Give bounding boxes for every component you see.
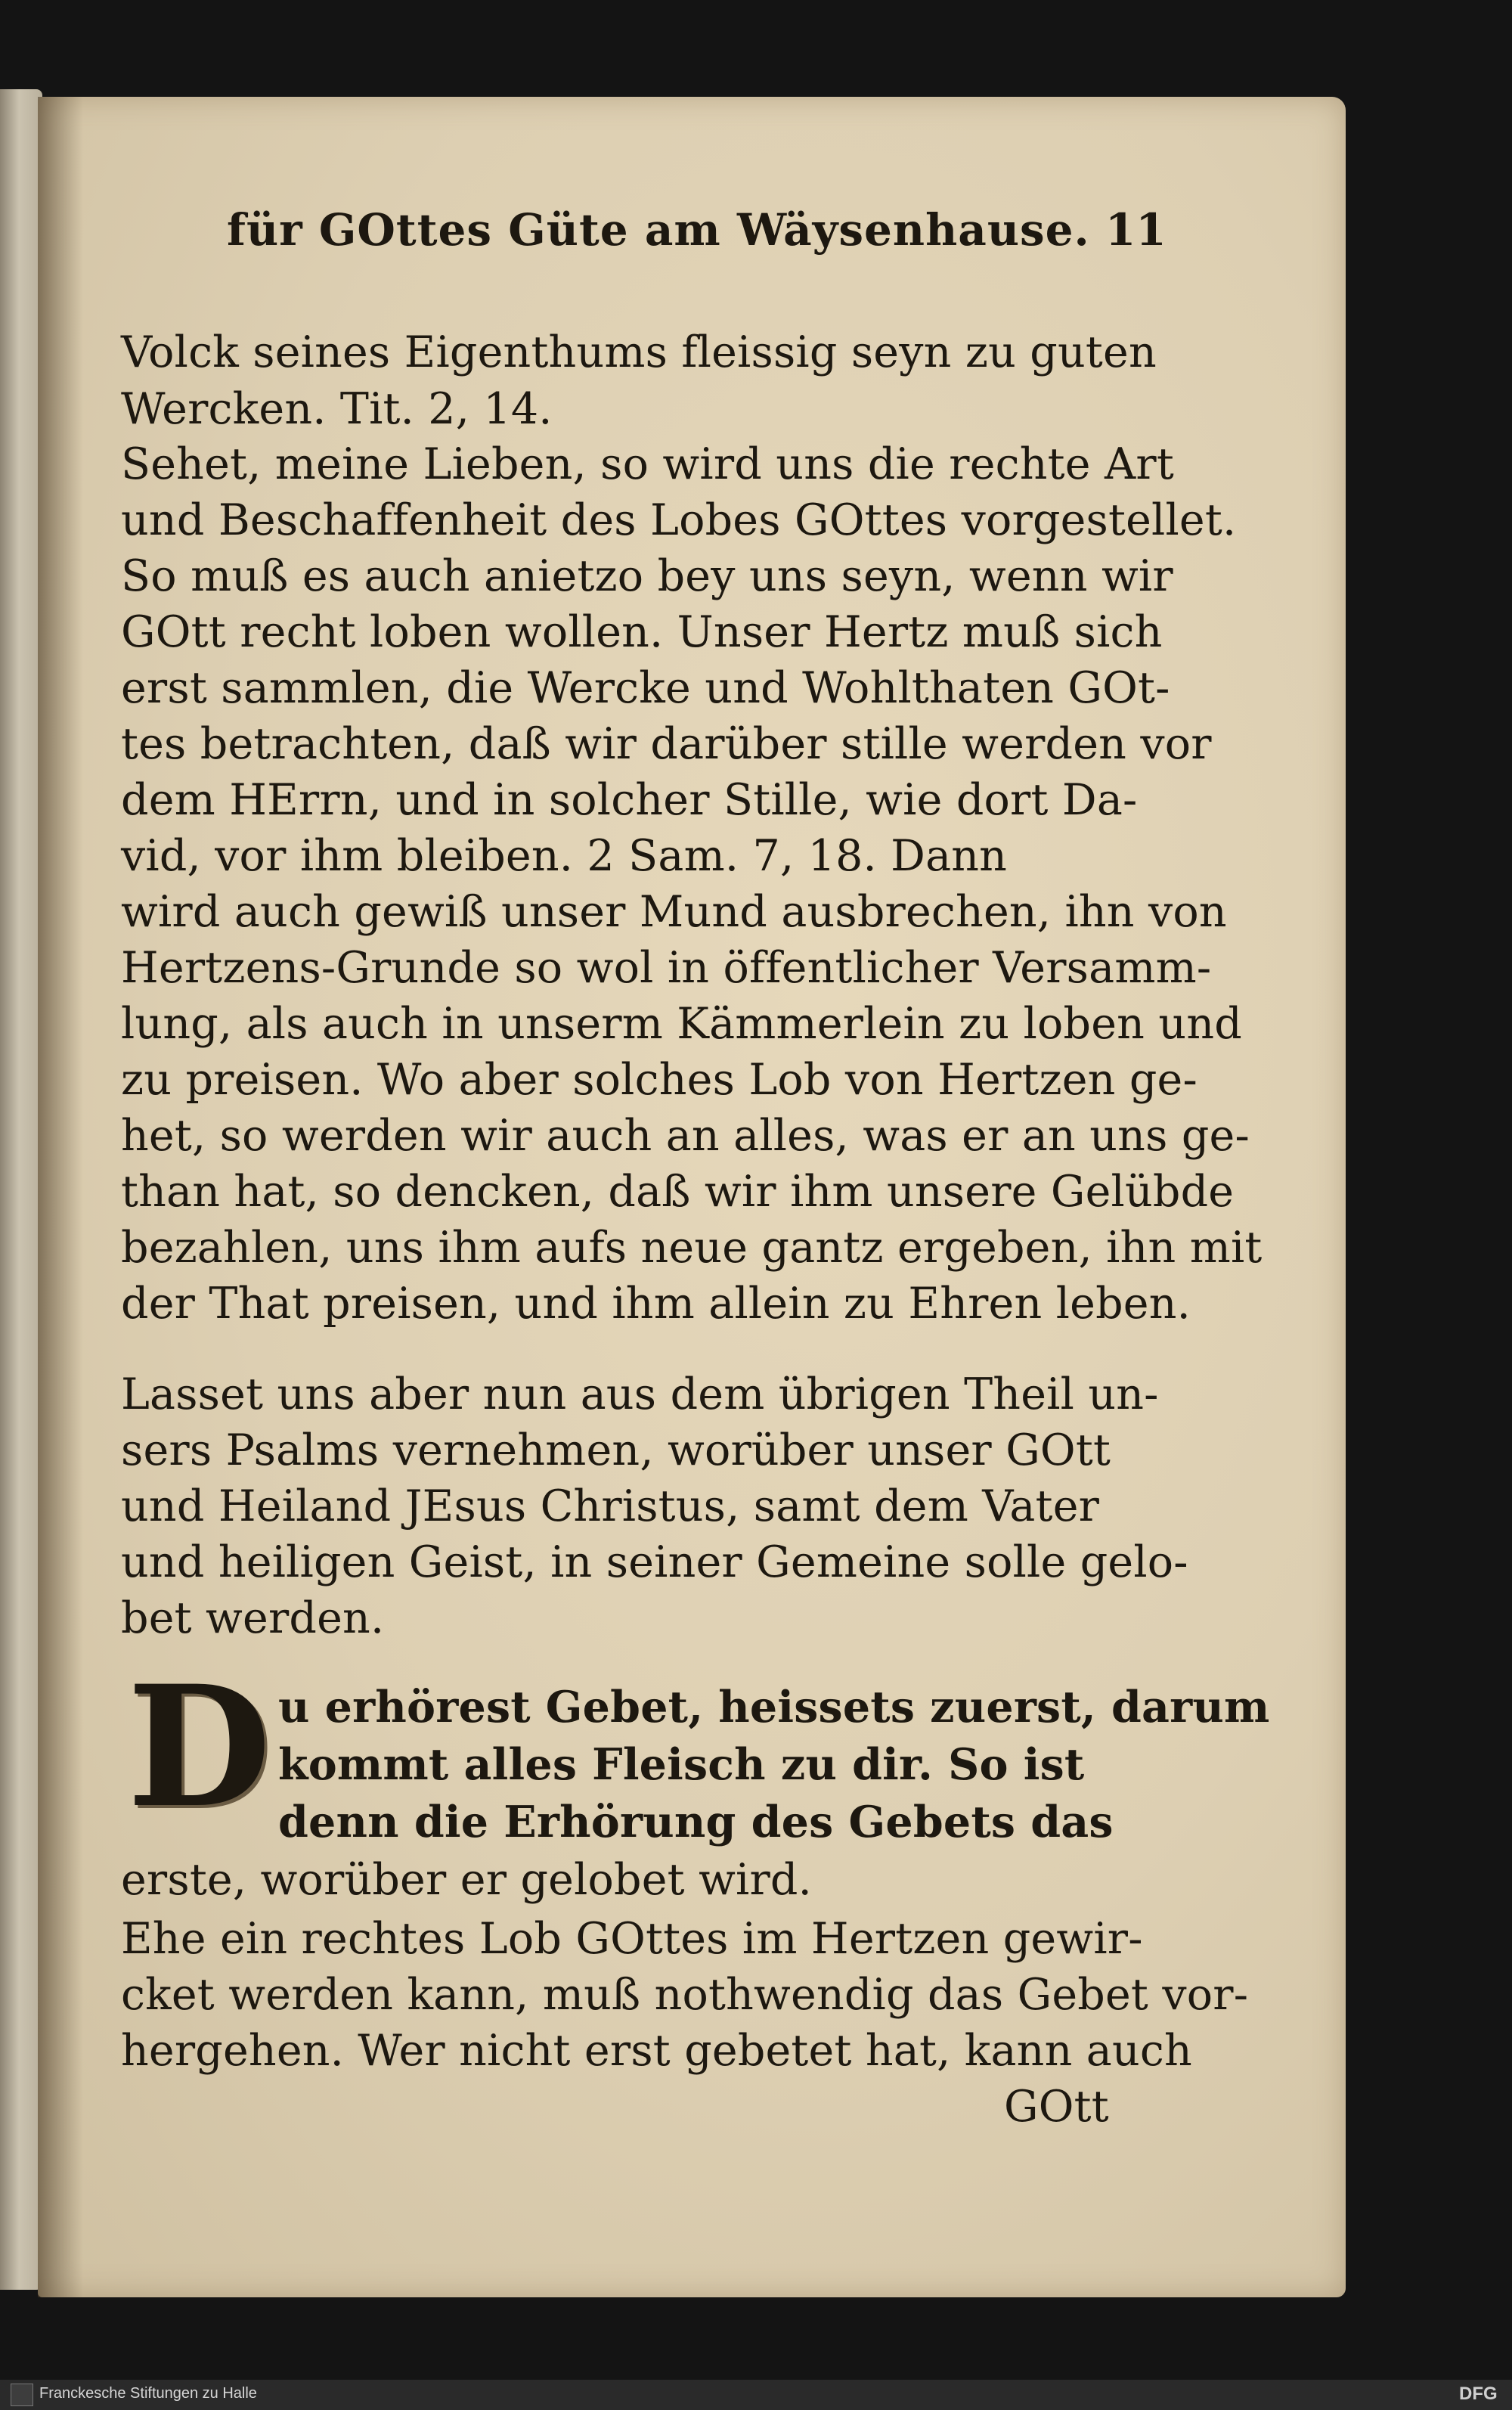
body-line: Hertzens-Grunde so wol in öffentlicher Versamm-	[121, 943, 1212, 993]
body-line: So muß es auch anietzo bey uns seyn, wenn wir	[121, 551, 1173, 601]
body-line: und Heiland JEsus Christus, samt dem Vater	[121, 1481, 1100, 1531]
body-line: kommt alles Fleisch zu dir. So ist	[278, 1739, 1085, 1790]
body-line: u erhörest Gebet, heissets zuerst, darum	[278, 1682, 1270, 1732]
page-gutter-shadow	[38, 97, 83, 2297]
body-line: zu preisen. Wo aber solches Lob von Hertzen ge-	[121, 1055, 1198, 1105]
body-line: Sehet, meine Lieben, so wird uns die rechte Art	[121, 439, 1174, 489]
institution-label: Franckesche Stiftungen zu Halle	[39, 2385, 257, 2402]
catchword: GOtt	[1004, 2082, 1109, 2132]
body-line: erste, worüber er gelobet wird.	[121, 1855, 812, 1905]
body-line: Wercken. Tit. 2, 14.	[121, 384, 553, 434]
body-line: wird auch gewiß unser Mund ausbrechen, ihn von	[121, 887, 1227, 937]
body-line: Ehe ein rechtes Lob GOttes im Hertzen gewir-	[121, 1914, 1143, 1964]
body-line: denn die Erhörung des Gebets das	[278, 1797, 1114, 1847]
body-line: tes betrachten, daß wir darüber stille werden vor	[121, 719, 1212, 769]
dfg-logo: DFG	[1459, 2384, 1498, 2404]
body-line: cket werden kann, muß nothwendig das Gebet vor-	[121, 1970, 1249, 2020]
body-line: sers Psalms vernehmen, worüber unser GOtt	[121, 1425, 1111, 1475]
body-line: than hat, so dencken, daß wir ihm unsere Gelübde	[121, 1167, 1235, 1217]
body-line: het, so werden wir auch an alles, was er an uns ge-	[121, 1111, 1250, 1161]
body-line: und heiligen Geist, in seiner Gemeine solle gelo-	[121, 1537, 1188, 1587]
body-line: und Beschaffenheit des Lobes GOttes vorgestellet.	[121, 495, 1237, 545]
body-line: vid, vor ihm bleiben. 2 Sam. 7, 18. Dann	[121, 831, 1008, 881]
body-line: Lasset uns aber nun aus dem übrigen Theil un-	[121, 1369, 1159, 1419]
body-line: Volck seines Eigenthums fleissig seyn zu guten	[121, 327, 1157, 377]
institution-logo-icon	[11, 2384, 33, 2406]
body-line: dem HErrn, und in solcher Stille, wie dort Da-	[121, 775, 1138, 825]
page-number: 11	[1105, 204, 1167, 256]
body-line: GOtt recht loben wollen. Unser Hertz muß sich	[121, 607, 1163, 657]
body-line: bezahlen, uns ihm aufs neue gantz ergeben, ihn mit	[121, 1223, 1263, 1273]
body-line: hergehen. Wer nicht erst gebetet hat, kann auch	[121, 2026, 1192, 2076]
body-line: bet werden.	[121, 1593, 385, 1643]
body-line: der That preisen, und ihm allein zu Ehren leben.	[121, 1279, 1191, 1329]
decorated-initial: D	[127, 1649, 271, 1844]
body-line: lung, als auch in unserm Kämmerlein zu loben und	[121, 999, 1242, 1049]
facing-page-edge	[0, 89, 42, 2290]
running-head: für GOttes Güte am Wäysenhause.	[227, 204, 1090, 256]
body-line: erst sammlen, die Wercke und Wohlthaten GOt-	[121, 663, 1170, 713]
